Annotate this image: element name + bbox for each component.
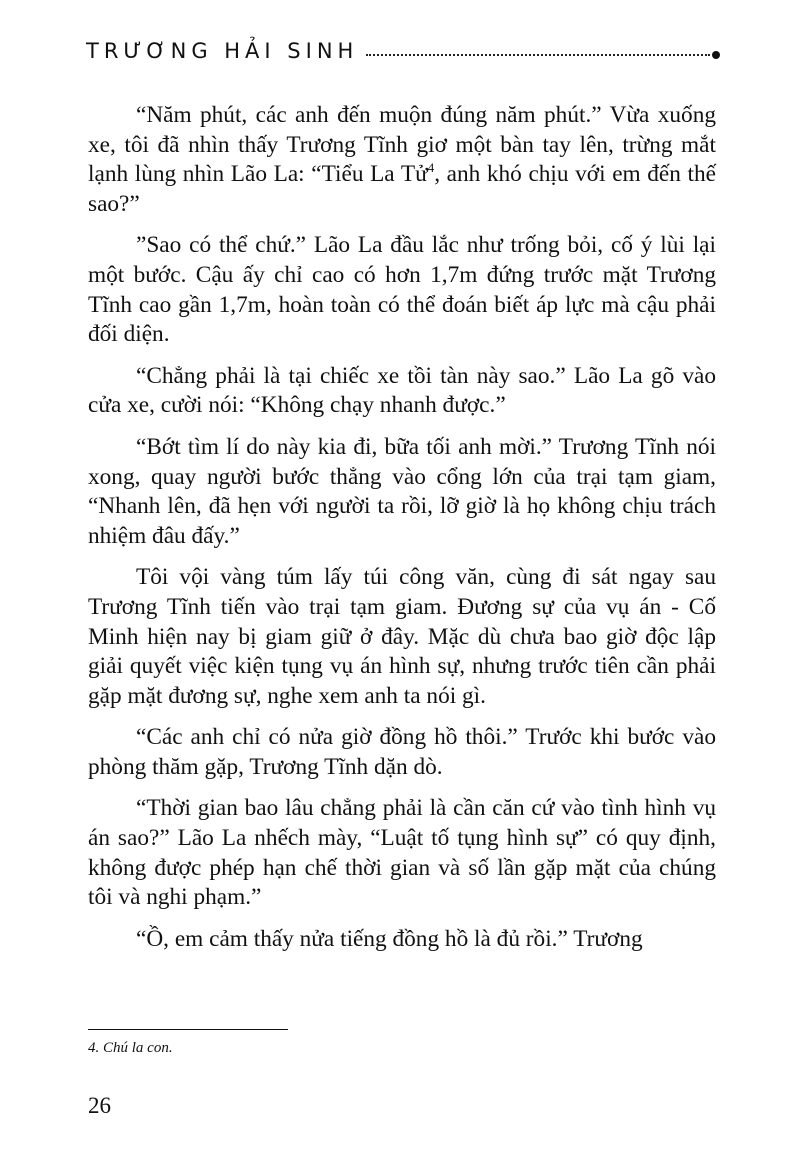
footnote: 4. Chú la con. <box>88 1040 173 1056</box>
header-dotted-rule <box>366 54 710 56</box>
page-number: 26 <box>88 1093 111 1118</box>
running-header <box>86 36 720 66</box>
paragraph-6: “Các anh chỉ có nửa giờ đồng hồ thôi.” Trước khi bước vào phòng thăm gặp, Trương Tĩnh dặn dò. <box>88 724 716 780</box>
footnote-marker: 4 <box>427 160 435 176</box>
paragraph-1-text: “Năm phút, các anh đến muộn đúng năm phút.” Vừa xuống xe, tôi đã nhìn thấy Trương Tĩnh giơ một bàn tay lên, trừng mắt lạnh lùng nhìn Lão La: “Tiểu La Tử <box>88 102 716 188</box>
header-end-dot <box>712 51 720 59</box>
paragraph-1-tail: , anh khó chịu với em đến thế sao?” <box>88 161 716 217</box>
paragraph-5: Tôi vội vàng túm lấy túi công văn, cùng đi sát ngay sau Trương Tĩnh tiến vào trại tạm giam. Đương sự của vụ án - Cố Minh hiện nay bị giam giữ ở đây. Mặc dù chưa bao giờ độc lập giải quyết việc kiện tụng vụ án hình sự, nhưng trước tiên cần phải gặp mặt đương sự, nghe xem anh ta nói gì. <box>88 564 716 709</box>
paragraph-1 <box>88 101 716 219</box>
page-body <box>88 101 716 966</box>
paragraph-3: “Chẳng phải là tại chiếc xe tồi tàn này sao.” Lão La gõ vào cửa xe, cười nói: “Không chạy nhanh được.” <box>88 362 716 419</box>
header-author-name: TRƯƠNG HẢI SINH <box>86 39 359 63</box>
paragraph-2: ”Sao có thể chứ.” Lão La đầu lắc như trống bỏi, cố ý lùi lại một bước. Cậu ấy chỉ cao có hơn 1,7m đứng trước mặt Trương Tĩnh cao gần 1,7m, hoàn toàn có thể đoán biết áp lực mà cậu phải đối diện. <box>88 232 716 348</box>
paragraph-8: “Ồ, em cảm thấy nửa tiếng đồng hồ là đủ rồi.” Trương <box>136 925 643 952</box>
paragraph-4: “Bớt tìm lí do này kia đi, bữa tối anh mời.” Trương Tĩnh nói xong, quay người bước thẳng vào cổng lớn của trại tạm giam, “Nhanh lên, đã hẹn với người ta rồi, lỡ giờ là họ không chịu trách nhiệm đâu đấy.” <box>88 433 716 549</box>
footnote-separator <box>88 1029 288 1030</box>
paragraph-7: “Thời gian bao lâu chẳng phải là cần căn cứ vào tình hình vụ án sao?” Lão La nhếch mày, “Luật tố tụng hình sự” có quy định, không được phép hạn chế thời gian và số lần gặp mặt của chúng tôi và nghi phạm.” <box>88 795 716 911</box>
